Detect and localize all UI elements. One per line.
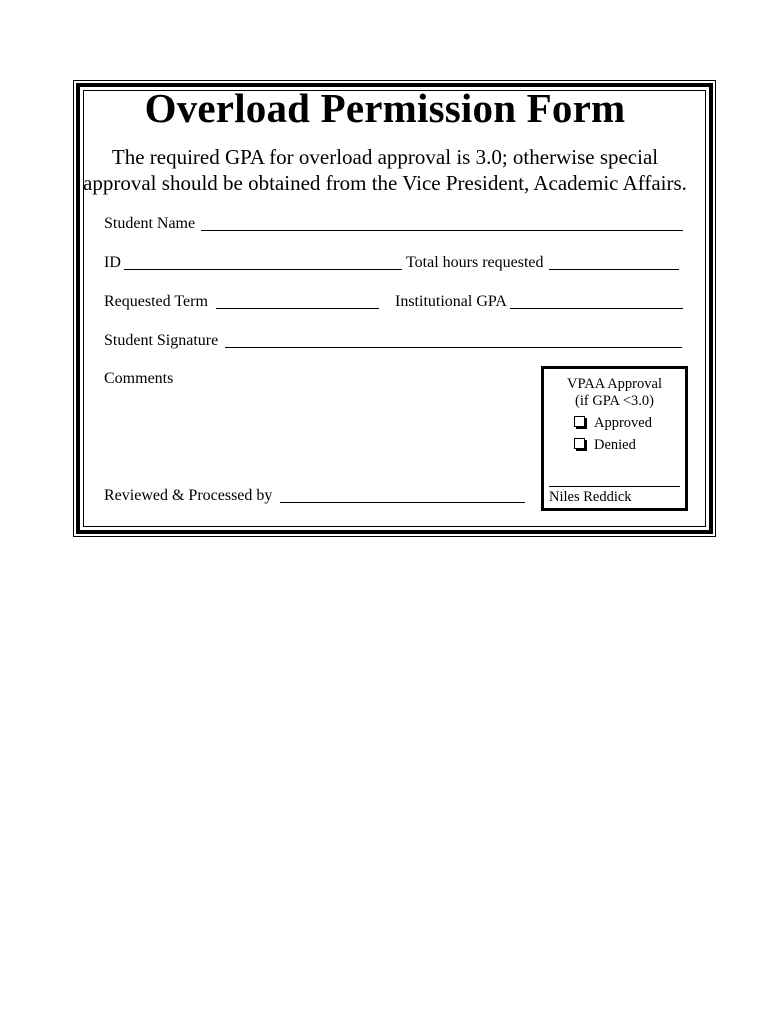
vpaa-signature-line[interactable] (549, 486, 680, 487)
institutional-gpa-label: Institutional GPA (395, 293, 507, 310)
vpaa-approval-box (541, 366, 688, 511)
instructions-line-1: The required GPA for overload approval is 3.0; otherwise special (111, 145, 659, 169)
institutional-gpa-field[interactable] (510, 308, 683, 309)
id-field[interactable] (124, 269, 402, 270)
student-name-field[interactable] (201, 230, 683, 231)
vpaa-title: VPAA Approval (567, 376, 662, 392)
denied-label: Denied (594, 437, 636, 453)
id-label: ID (104, 254, 121, 271)
requested-term-label: Requested Term (104, 293, 208, 310)
approved-option[interactable] (574, 415, 652, 431)
instructions-line-2: approval should be obtained from the Vice President, Academic Affairs. (83, 171, 687, 195)
requested-term-field[interactable] (216, 308, 379, 309)
total-hours-field[interactable] (549, 269, 679, 270)
form-title: Overload Permission Form (144, 85, 626, 131)
vpaa-heading (544, 376, 685, 410)
vpaa-signer-name: Niles Reddick (549, 489, 632, 505)
comments-label: Comments (104, 370, 174, 387)
student-signature-label: Student Signature (104, 332, 219, 349)
approved-checkbox[interactable] (574, 416, 585, 427)
total-hours-label: Total hours requested (406, 254, 544, 271)
denied-option[interactable] (574, 437, 636, 453)
student-name-label: Student Name (104, 215, 196, 232)
student-signature-field[interactable] (225, 347, 682, 348)
reviewed-by-label: Reviewed & Processed by (104, 487, 273, 504)
reviewed-by-field[interactable] (280, 502, 525, 503)
approved-label: Approved (594, 415, 652, 431)
vpaa-condition: (if GPA <3.0) (575, 393, 654, 409)
denied-checkbox[interactable] (574, 438, 585, 449)
form-instructions (80, 144, 690, 196)
